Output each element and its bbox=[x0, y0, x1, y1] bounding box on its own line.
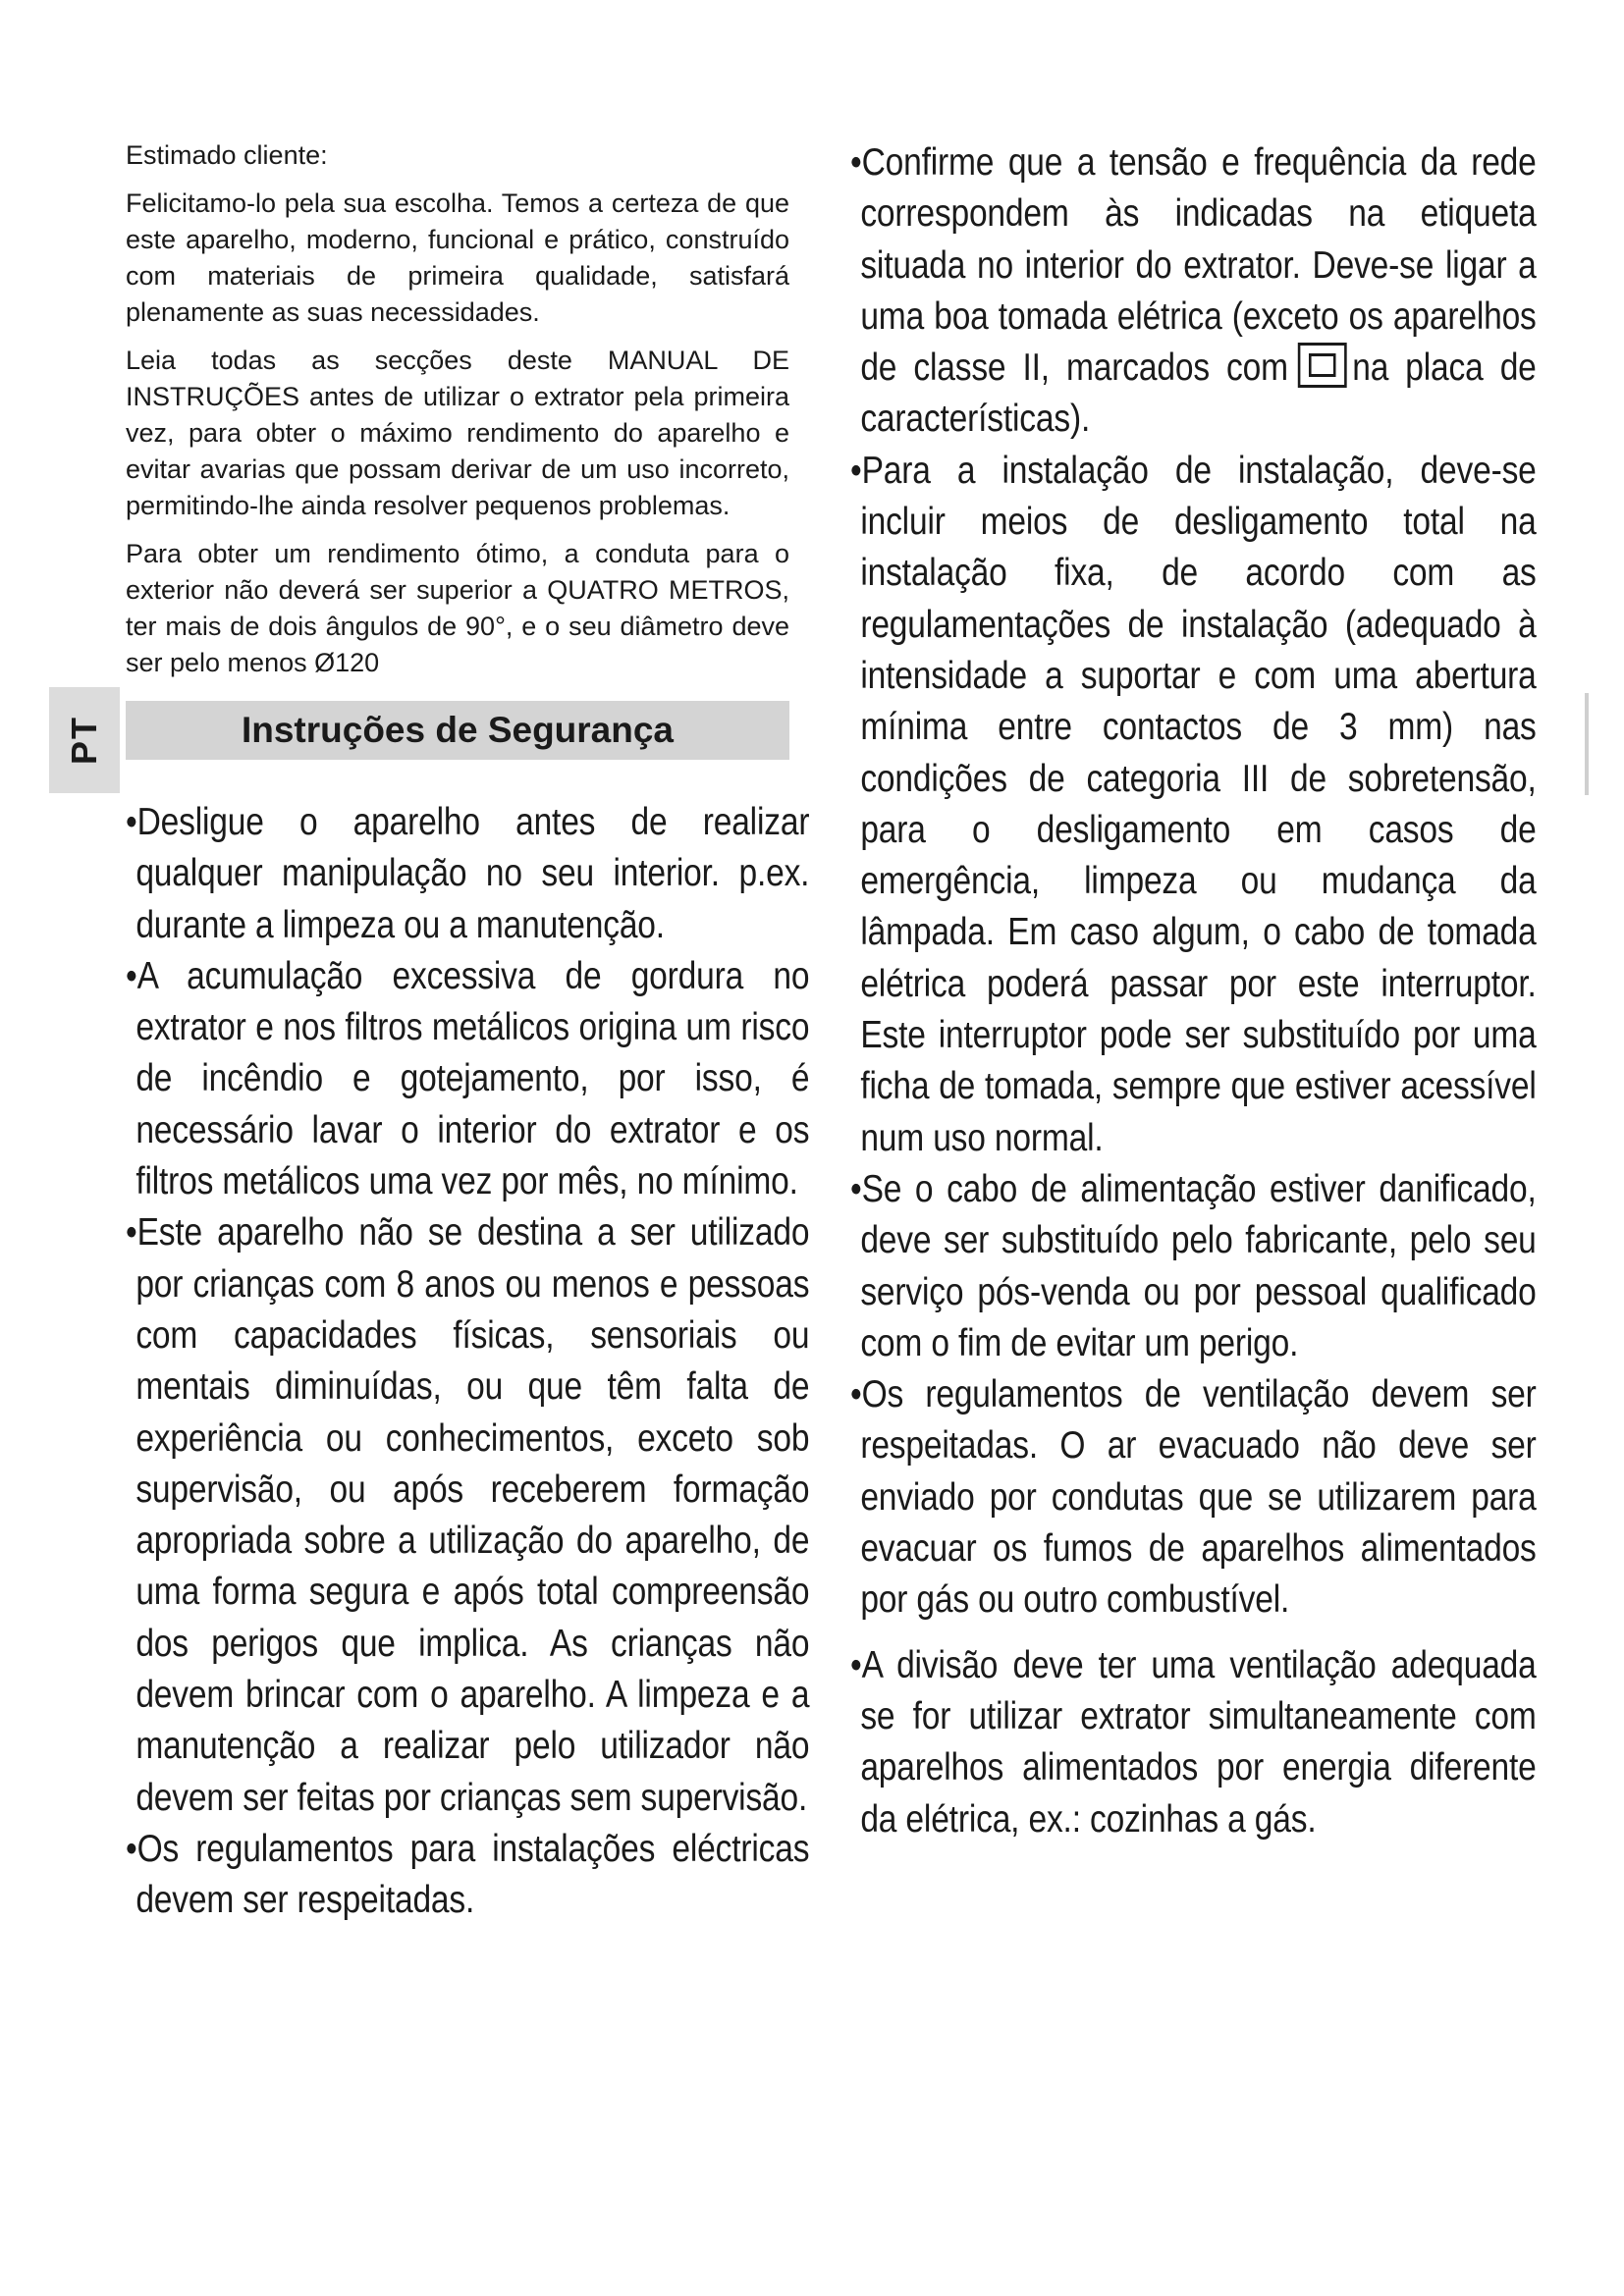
bullet-5-text-start: •Confirme que a tensão e frequência da rede correspondem às indicadas na etiqueta situada no interior do extrator. Deve-se ligar a uma boa tomada elétrica (exceto os aparelhos de classe II, marcados com bbox=[850, 141, 1537, 390]
page-edge-mark bbox=[1585, 693, 1589, 795]
language-tab-label: PT bbox=[63, 715, 104, 766]
safety-bullet-5 bbox=[850, 137, 1537, 446]
intro-paragraph-3: Para obter um rendimento ótimo, a conduta para o exterior não deverá ser superior a QUATRO METROS, ter mais de dois ângulos de 90°, e o seu diâmetro deve ser pelo menos Ø120 bbox=[126, 539, 789, 677]
intro-paragraph-2: Leia todas as secções deste MANUAL DE INSTRUÇÕES antes de utilizar o extrator pela primeira vez, para obter o máximo rendimento do aparelho e evitar avarias que possam derivar de um uso incorreto, permitindo-lhe ainda resolver pequenos problemas. bbox=[126, 346, 789, 520]
safety-bullet-7: •Se o cabo de alimentação estiver danificado, deve ser substituído pelo fabricante, pelo seu serviço pós-venda ou por pessoal qualificado com o fim de evitar um perigo. bbox=[850, 1167, 1537, 1364]
greeting: Estimado cliente: bbox=[126, 140, 328, 170]
safety-bullet-8: •Os regulamentos de ventilação devem ser respeitadas. O ar evacuado não deve ser enviado por condutas que se utilizarem para evacuar os fumos de aparelhos alimentados por gás ou outro combustível. bbox=[850, 1373, 1537, 1622]
safety-bullet-3: •Este aparelho não se destina a ser utilizado por crianças com 8 anos ou menos e pessoas com capacidades físicas, sensoriais ou mentais diminuídas, ou que têm falta de experiência ou conhecimentos, exceto sob supervisão, ou após receberem formação apropriada sobre a utilização do aparelho, de uma forma segura e após total compreensão dos perigos que implica. As crianças não devem brincar com o aparelho. A limpeza e a manutenção a realizar pelo utilizador não devem ser feitas por crianças sem supervisão. bbox=[126, 1211, 810, 1819]
safety-bullet-2: •A acumulação excessiva de gordura no extrator e nos filtros metálicos origina um risco de incêndio e gotejamento, por isso, é necessário lavar o interior do extrator e os filtros metálicos uma vez por mês, no mínimo. bbox=[126, 954, 810, 1203]
bullet-spacer bbox=[850, 1627, 1528, 1640]
double-square-icon bbox=[1298, 343, 1347, 388]
safety-bullet-6: •Para a instalação de instalação, deve-se incluir meios de desligamento total na instalação fixa, de acordo com as regulamentações de instalação (adequado à intensidade a suportar e com uma abertura mínima entre contactos de 3 mm) nas condições de categoria III de sobretensão, para o desligamento em casos de emergência, limpeza ou mudança da lâmpada. Em caso algum, o cabo de tomada elétrica poderá passar por este interruptor. Este interruptor pode ser substituído por uma ficha de tomada, sempre que estiver acessível num uso normal. bbox=[850, 449, 1537, 1159]
safety-bullet-9: •A divisão deve ter uma ventilação adequada se for utilizar extrator simultaneamente com aparelhos alimentados por energia diferente da elétrica, ex.: cozinhas a gás. bbox=[850, 1643, 1537, 1841]
safety-bullet-4: •Os regulamentos para instalações eléctricas devem ser respeitadas. bbox=[126, 1827, 810, 1922]
section-title: Instruções de Segurança bbox=[126, 701, 789, 760]
bullet-5-text-end: na placa de características). bbox=[860, 347, 1537, 441]
language-tab bbox=[49, 687, 120, 793]
safety-bullet-1: •Desligue o aparelho antes de realizar qualquer manipulação no seu interior. p.ex. durante a limpeza ou a manutenção. bbox=[126, 801, 810, 946]
intro-paragraph-1: Felicitamo-lo pela sua escolha. Temos a certeza de que este aparelho, moderno, funcional e prático, construído com materiais de primeira qualidade, satisfará plenamente as suas necessidades. bbox=[126, 188, 789, 327]
right-column bbox=[850, 137, 1537, 1845]
left-column bbox=[126, 137, 810, 1927]
